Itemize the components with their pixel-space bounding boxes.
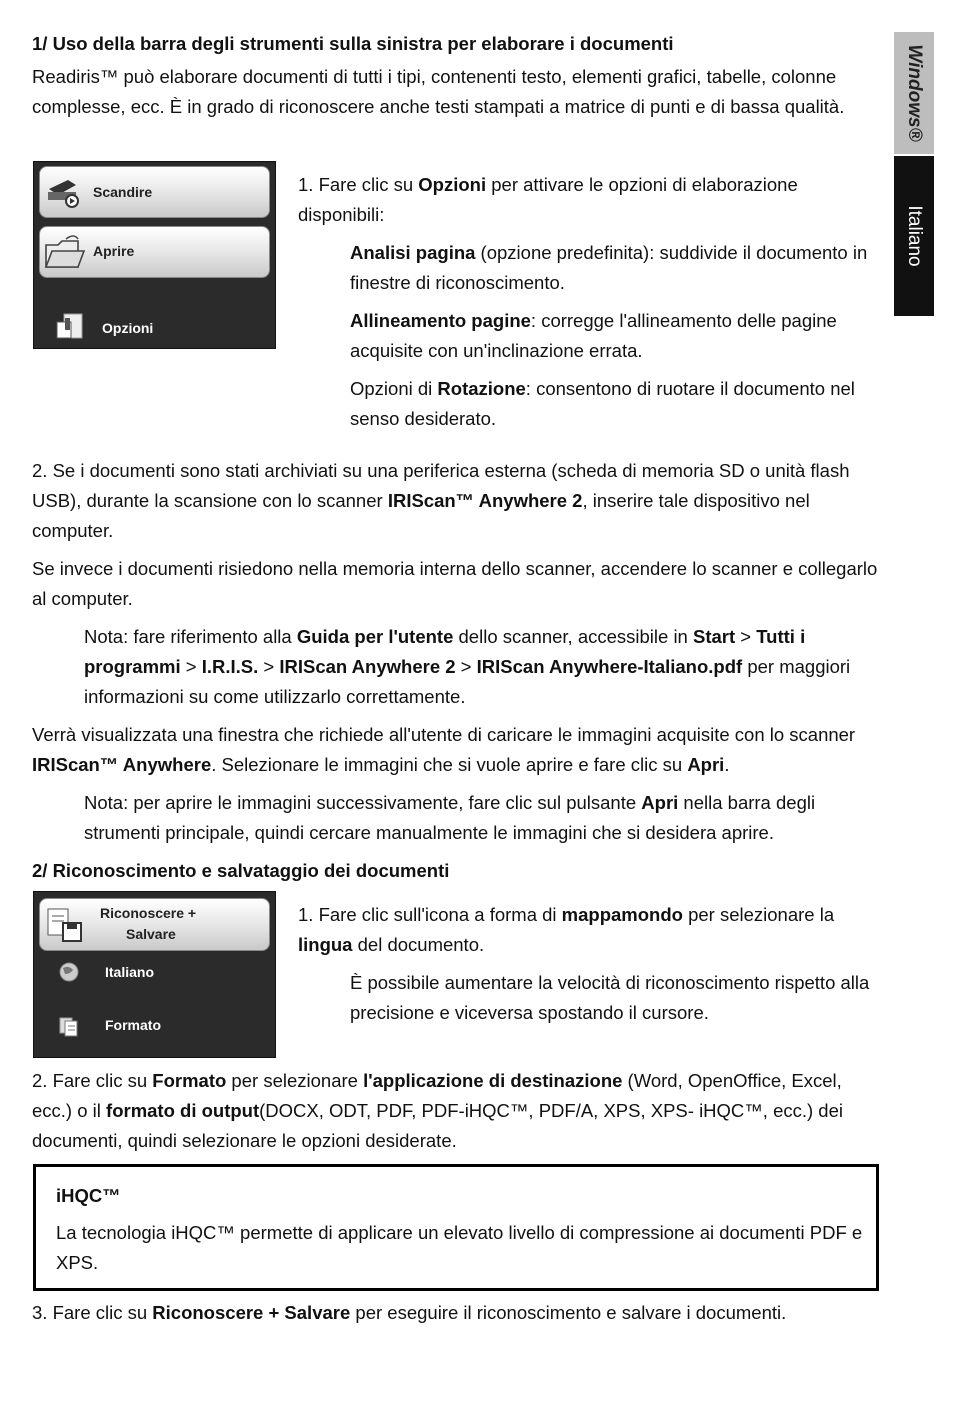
scan-button bbox=[39, 166, 270, 218]
s1-option-page-analysis: Analisi pagina (opzione predefinita): suddivide il documento in finestre di riconoscimento. bbox=[350, 242, 868, 293]
s2-step1: 1. Fare clic sull'icona a forma di mappamondo per selezionare la lingua del documento. bbox=[298, 904, 835, 955]
section1-heading: 1/ Uso della barra degli strumenti sulla sinistra per elaborare i documenti bbox=[32, 33, 674, 54]
s1-note2: Nota: per aprire le immagini successivamente, fare clic sul pulsante Apri nella barra degli strumenti principale, quindi cercare manualmente le immagini che si desidera aprire. bbox=[84, 792, 816, 843]
s1-step1: 1. Fare clic su Opzioni per attivare le opzioni di elaborazione disponibili: bbox=[298, 174, 798, 225]
ihqc-box-title: iHQC™ bbox=[56, 1185, 121, 1206]
language-label: Italiano bbox=[105, 964, 155, 980]
s1-option-deskew: Allineamento pagine: corregge l'allineamento delle pagine acquisite con un'inclinazione errata. bbox=[350, 310, 837, 361]
s2-step3: 3. Fare clic su Riconoscere + Salvare per eseguire il riconoscimento e salvare i documenti. bbox=[32, 1302, 787, 1323]
open-button bbox=[39, 226, 270, 278]
options-label: Opzioni bbox=[102, 320, 154, 336]
s2-step2: 2. Fare clic su Formato per selezionare l'applicazione di destinazione (Word, OpenOffice, Excel, ecc.) o il formato di output(DOCX, ODT, PDF, PDF-iHQC™, PDF/A, XPS, XPS- iHQC™, ecc.) dei documenti, quindi selezionare le opzioni desiderate. bbox=[32, 1070, 843, 1151]
ihqc-box-text: La tecnologia iHQC™ permette di applicare un elevato livello di compressione ai documenti PDF e XPS. bbox=[56, 1222, 863, 1273]
scan-label: Scandire bbox=[93, 184, 153, 200]
globe-icon bbox=[58, 961, 80, 983]
format-label: Formato bbox=[105, 1017, 161, 1033]
recognize-label-line1: Riconoscere + bbox=[100, 905, 197, 921]
section1-intro: Readiris™ può elaborare documenti di tutti i tipi, contenenti testo, elementi grafici, tabelle, colonne complesse, ecc. È in grado di riconoscere anche testi stampati a matrice di punti e di bassa qualità. bbox=[32, 66, 845, 117]
s1-internal-memory: Se invece i documenti risiedono nella memoria interna dello scanner, accendere lo scanner e collegarlo al computer. bbox=[32, 558, 878, 609]
s1-step2: 2. Se i documenti sono stati archiviati su una periferica esterna (scheda di memoria SD o unità flash USB), durante la scansione con lo scanner IRIScan™ Anywhere 2, inserire tale dispositivo nel computer. bbox=[32, 460, 850, 541]
recognize-save-button bbox=[39, 898, 270, 951]
scanner-icon bbox=[46, 175, 82, 209]
s1-option-rotation: Opzioni di Rotazione: consentono di ruotare il documento nel senso desiderato. bbox=[350, 378, 855, 429]
language-tab-label: Italiano bbox=[904, 205, 925, 267]
folder-icon bbox=[44, 233, 86, 271]
toolbar-screenshot-2 bbox=[33, 891, 276, 1058]
section2-heading: 2/ Riconoscimento e salvataggio dei documenti bbox=[32, 860, 450, 881]
format-icon bbox=[58, 1015, 80, 1037]
s1-window-info: Verrà visualizzata una finestra che richiede all'utente di caricare le immagini acquisite con lo scanner IRIScan™ Anywhere. Selezionare le immagini che si vuole aprire e fare clic su Apri. bbox=[32, 724, 856, 775]
recognize-save-icon bbox=[45, 907, 85, 945]
windows-tab-label: Windows® bbox=[904, 44, 925, 142]
open-label: Aprire bbox=[93, 243, 135, 259]
s1-note1: Nota: fare riferimento alla Guida per l'utente dello scanner, accessibile in Start > Tutti i programmi > I.R.I.S. > IRIScan Anywhere 2 > IRIScan Anywhere-Italiano.pdf per maggiori informazioni su come utilizzarlo correttamente. bbox=[84, 626, 851, 707]
toolbar-screenshot-1 bbox=[33, 161, 276, 349]
ihqc-box bbox=[33, 1164, 879, 1291]
options-icon bbox=[54, 310, 88, 344]
windows-tab bbox=[894, 32, 934, 154]
recognize-label-line2: Salvare bbox=[126, 926, 176, 942]
s2-speed-info: È possibile aumentare la velocità di riconoscimento rispetto alla precisione e viceversa spostando il cursore. bbox=[350, 972, 870, 1023]
language-tab bbox=[894, 156, 934, 316]
